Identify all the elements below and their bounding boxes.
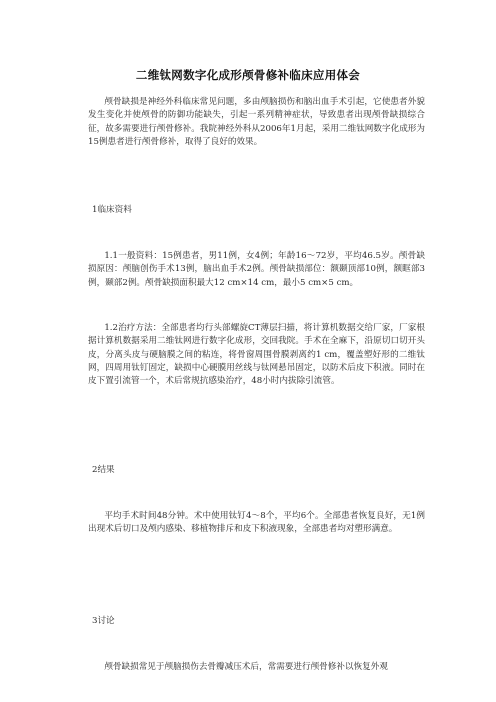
section1-paragraph-2 [88, 322, 425, 388]
intro-text: 颅骨缺损是神经外科临床常见问题，多由颅脑损伤和脑出血手术引起，它使患者外貌发生变化并使颅骨的防御功能缺失，引起一系列精神症状，导致患者出现颅骨缺损综合征，故多需要进行颅骨修补。我院神经外科从2006年1月起，采用二维钛网数字化成形为15例患者进行颅骨修补，取得了良好的效果。 [88, 97, 425, 147]
section3-paragraph-1 [88, 661, 425, 674]
section-heading-clinical-data: 1临床资料 [92, 205, 132, 215]
section1-text-2: 1.2治疗方法：全部患者均行头部螺旋CT薄层扫描，将计算机数据交给厂家，厂家根据计算机数据采用二维钛网进行数字化成形，交回我院。手术在全麻下，沿原切口切开头皮，分离头皮与硬脑膜之间的粘连，将骨窗周围骨膜剥离约1 cm，覆盖塑好形的二维钛网，四周用钛钉固定，缺损中心硬膜用丝线与钛网悬吊固定，以防术后皮下积液。同时在皮下置引流管一个，术后常规抗感染治疗，48小时内拔除引流管。 [88, 323, 425, 387]
section-heading-discussion: 3讨论 [92, 616, 115, 626]
section-heading-results: 2结果 [92, 465, 115, 475]
section1-paragraph-1 [88, 250, 425, 290]
section3-text-1: 颅骨缺损常见于颅脑损伤去骨瓣减压术后，常需要进行颅骨修补以恢复外观 [104, 662, 388, 672]
document-title: 二维钛网数字化成形颅骨修补临床应用体会 [135, 68, 361, 82]
section2-paragraph-1 [88, 510, 425, 537]
section1-text-1: 1.1一般资料：15例患者，男11例，女4例；年龄16～72岁，平均46.5岁。颅骨缺损原因：颅脑创伤手术13例，脑出血手术2例。颅骨缺损部位：额颞顶部10例，额眶部3例，颞部2例。颅骨缺损面积最大12 cm×14 cm，最小5 cm×5 cm。 [88, 251, 425, 288]
section2-text-1: 平均手术时间48分钟。术中使用钛钉4～8个，平均6个。全部患者恢复良好，无1例出现术后切口及颅内感染、移植物排斥和皮下积液现象，全部患者均对塑形满意。 [88, 511, 425, 535]
intro-paragraph [88, 96, 425, 149]
